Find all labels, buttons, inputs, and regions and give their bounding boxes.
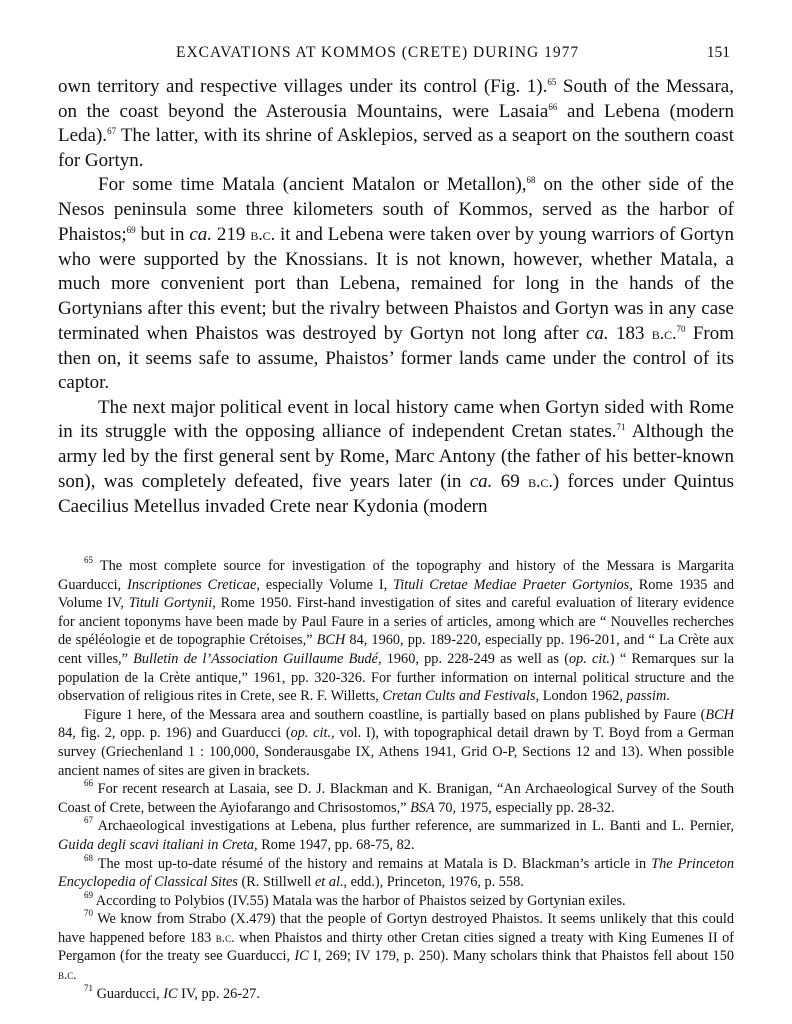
italic-text: op. cit.	[290, 725, 332, 742]
footnote-ref: 69	[84, 889, 93, 900]
italic-text: BSA	[410, 799, 435, 816]
page	[58, 38, 734, 1003]
text-run: (R. Stillwell	[237, 874, 315, 891]
text-run: 70, 1975, especially pp. 28-32.	[434, 799, 615, 816]
text-run: From then on, it seems safe to assume, Phaistos’ former lands came under the control of its captor.	[58, 323, 734, 393]
text-run: For some time Matala (ancient Matalon or Metallon),	[98, 174, 527, 195]
italic-text: passim	[626, 688, 667, 705]
text-run: on the other side of the Nesos peninsula some three kilometers south of Kommos, served as the harbor of Phaistos;	[58, 174, 734, 245]
text-run: 69	[492, 471, 529, 492]
text-run: own territory and respective villages under its control (Fig. 1).	[58, 76, 548, 97]
text-run: , 1960, pp. 228-249 as well as (	[377, 650, 569, 667]
text-run: South of the Messara, on the coast beyond the Asterousia Mountains, were Lasaia	[58, 76, 734, 122]
text-run: ) “ Remarques sur la population de la Crète antique,” 1961, pp. 320-326. For further information on internal political structure and the observation of religious rites in Crete, see R. F. Willetts,	[58, 650, 734, 705]
footnote-68	[58, 852, 734, 892]
italic-text: Tituli Gortynii	[128, 595, 213, 612]
footnote-71	[58, 982, 734, 1004]
text-run: .	[666, 688, 670, 705]
text-run: Although the army led by the first general sent by Rome, Marc Antony (the father of his better-known son), was completely defeated, five years later (in	[58, 421, 734, 492]
running-header	[58, 38, 734, 66]
text-run: IV, pp. 26-27.	[177, 985, 260, 1002]
italic-text: et al.	[314, 874, 344, 891]
footnote-70	[58, 910, 734, 984]
text-run: Figure 1 here, of the Messara area and southern coastline, is partially based on plans published by Faure (	[84, 706, 706, 723]
footnote-65-figure-note	[58, 706, 734, 780]
text-run: Guarducci,	[93, 985, 164, 1002]
text-run: I, 269; IV 179, p. 250). Many scholars think that Phaistos fell about 150	[308, 948, 734, 965]
text-run: it and Lebena were taken over by young warriors of Gortyn who were supported by the Knossians. It is not known, however, whether Matala, a much more convenient port than Lebena, remained for long in the hands of the Gortynians after this event; but the rivalry between Phaistos and Gortyn was in any case terminated when Phaistos was destroyed by Gortyn not long after	[58, 224, 734, 344]
text-run: We know from Strabo (X.479) that the people of Gortyn destroyed Phaistos. It seems unlikely that this could have happened before 183	[58, 911, 734, 946]
text-run: but in	[135, 224, 190, 245]
small-caps-text: b.c.	[250, 224, 276, 244]
italic-text: Tituli Cretae Mediae Praeter Gortynios	[393, 576, 630, 593]
italic-text: BCH	[705, 706, 734, 723]
text-run: 84, fig. 2, opp. p. 196) and Guarducci (	[58, 725, 291, 742]
italic-text: IC	[163, 985, 178, 1002]
body-paragraph-2	[58, 173, 734, 396]
footnote-ref: 69	[126, 225, 136, 235]
text-run: The latter, with its shrine of Asklepios, served as a seaport on the southern coast for Gortyn.	[58, 125, 734, 171]
footnote-ref: 66	[84, 778, 93, 789]
footnote-ref: 65	[547, 77, 557, 87]
text-run: , London 1962,	[535, 688, 627, 705]
italic-text: The Princeton Encyclopedia of Classical Sites	[58, 855, 734, 891]
text-run: , Rome 1950. First-hand investigation of sites and careful evaluation of literary evidence for ancient toponyms have been made by Paul Faure in a series of articles, among which are “ Nouvelles recherches de spéléologie et de topographie Crétoises,”	[58, 595, 734, 649]
text-run: when Phaistos and thirty other Cretan cities signed a treaty with King Eumenes II of Pergamon (for the treaty see Guarducci,	[58, 929, 734, 965]
text-run: and Lebena (modern Leda).	[58, 100, 734, 146]
small-caps-text: b.c.	[651, 323, 677, 343]
text-run: The most complete source for investigation of the topography and history of the Messara is Margarita Guarducci,	[58, 558, 734, 593]
footnote-67	[58, 817, 734, 854]
running-title: EXCAVATIONS AT KOMMOS (CRETE) DURING 1977	[176, 44, 580, 61]
text-run: , edd.), Princeton, 1976, p. 558.	[343, 874, 524, 891]
page-number: 151	[706, 44, 730, 61]
footnote-ref: 71	[616, 422, 626, 432]
italic-text: Inscriptiones Creticae	[127, 576, 257, 593]
italic-text: IC	[294, 948, 309, 965]
italic-text: Cretan Cults and Festivals	[382, 688, 536, 705]
italic-text: ca.	[469, 471, 493, 492]
footnote-ref: 66	[548, 101, 558, 112]
footnote-ref: 67	[107, 126, 117, 136]
body-paragraph-3	[58, 396, 734, 520]
footnote-ref: 71	[84, 982, 93, 993]
footnote-69	[58, 889, 734, 911]
text-run: The most up-to-date résumé of the history and remains at Matala is D. Blackman’s article in	[93, 855, 652, 872]
text-run: 219	[212, 224, 251, 245]
italic-text: Guida degli scavi italiani in Creta	[58, 836, 255, 853]
text-run: Archaeological investigations at Lebena, plus further reference, are summarized in L. Banti and L. Pernier,	[93, 818, 734, 835]
italic-text: Bulletin de l’Association Guillaume Budé	[133, 650, 378, 667]
small-caps-text: b.c.	[58, 967, 77, 983]
text-run: 84, 1960, pp. 189-220, especially pp. 196-201, and “ La Crète aux cent villes,”	[58, 632, 735, 667]
text-run: , Rome 1935 and Volume IV,	[58, 576, 734, 612]
text-run: 183	[608, 323, 652, 344]
text-run: ) forces under Quintus Caecilius Metellus invaded Crete near Kydonia (modern	[58, 471, 734, 517]
footnote-65	[58, 557, 734, 706]
footnote-ref: 65	[84, 555, 93, 565]
footnotes	[58, 557, 734, 1003]
italic-text: ca.	[189, 224, 213, 245]
footnote-66	[58, 780, 734, 817]
footnote-ref: 67	[84, 815, 93, 826]
text-run: According to Polybios (IV.55) Matala was the harbor of Phaistos seized by Gortynian exiles.	[93, 892, 626, 909]
small-caps-text: b.c.	[528, 471, 553, 491]
text-run: , Rome 1947, pp. 68-75, 82.	[254, 836, 415, 853]
italic-text: op. cit.	[568, 650, 610, 667]
footnote-ref: 68	[526, 175, 536, 185]
italic-text: BCH	[316, 632, 346, 649]
footnote-ref: 68	[84, 852, 93, 863]
small-caps-text: b.c.	[215, 929, 235, 945]
footnote-ref: 70	[676, 324, 686, 334]
text-run: The next major political event in local history came when Gortyn sided with Rome in its struggle with the opposing alliance of independent Cretan states.	[58, 396, 734, 442]
body-text	[58, 75, 734, 519]
text-run: , vol. I), with topographical detail drawn by T. Boyd from a German survey (Griechenland 1 : 100,000, Sonderausgabe IX, Athens 1941, Grid O-P, Sections 12 and 13). When possible ancient names of sites are given in brackets.	[58, 725, 735, 779]
footnote-ref: 70	[84, 908, 93, 919]
body-paragraph-1	[58, 75, 734, 173]
text-run: , especially Volume I,	[256, 576, 394, 593]
text-run: For recent research at Lasaia, see D. J. Blackman and K. Branigan, “An Archaeological Survey of the South Coast of Crete, between the Ayiofarango and Chrisostomos,”	[58, 781, 734, 816]
italic-text: ca.	[585, 323, 609, 344]
